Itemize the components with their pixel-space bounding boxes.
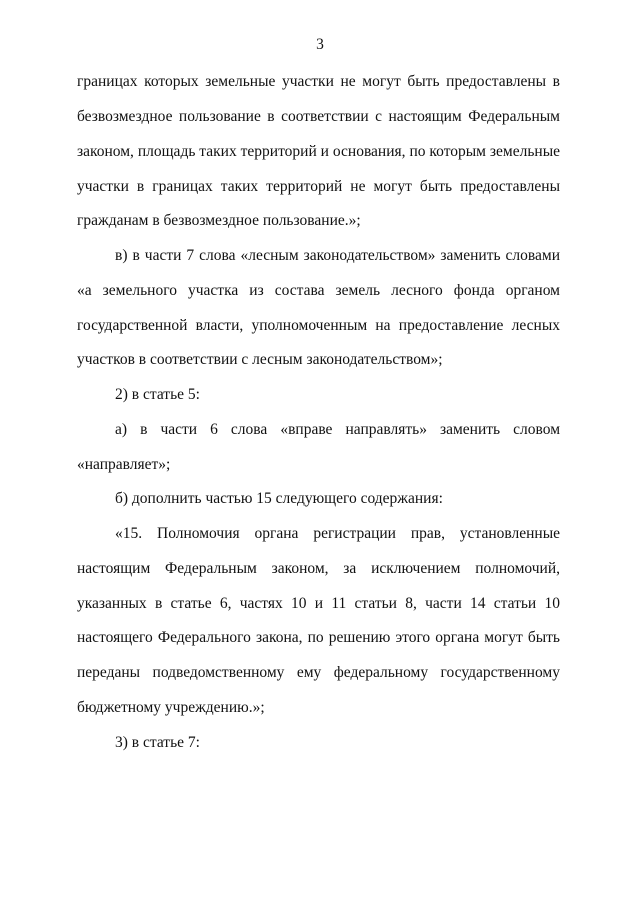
text-line: «15. Полномочия органа регистрации прав, установленные (115, 525, 560, 542)
text-line: безвозмездное пользование в соответствии с настоящим Федеральным (77, 108, 560, 125)
text-line: переданы подведомственному ему федеральному государственному (77, 664, 560, 681)
text-line: гражданам в безвозмездное пользование.»; (77, 212, 361, 229)
text-line: участков в соответствии с лесным законодательством»; (77, 351, 443, 368)
text-line: законом, площадь таких территорий и основания, по которым земельные (77, 143, 560, 160)
text-line: «а земельного участка из состава земель лесного фонда органом (77, 282, 560, 299)
text-line: 3) в статье 7: (115, 734, 200, 751)
text-line: 2) в статье 5: (115, 386, 200, 403)
text-line: настоящим Федеральным законом, за исключением полномочий, (77, 560, 560, 577)
text-line: б) дополнить частью 15 следующего содержания: (115, 490, 443, 507)
text-line: указанных в статье 6, частях 10 и 11 статьи 8, части 14 статьи 10 (77, 595, 560, 612)
text-line: «направляет»; (77, 456, 171, 473)
text-line: государственной власти, уполномоченным на предоставление лесных (77, 317, 560, 334)
text-line: границах которых земельные участки не могут быть предоставлены в (77, 73, 560, 90)
page-number: 3 (316, 36, 324, 53)
text-line: а) в части 6 слова «вправе направлять» заменить словом (115, 421, 560, 438)
text-line: участки в границах таких территорий не могут быть предоставлены (77, 178, 560, 195)
text-line: настоящего Федерального закона, по решению этого органа могут быть (77, 629, 560, 646)
text-line: в) в части 7 слова «лесным законодательством» заменить словами (115, 247, 560, 264)
text-line: бюджетному учреждению.»; (77, 699, 265, 716)
